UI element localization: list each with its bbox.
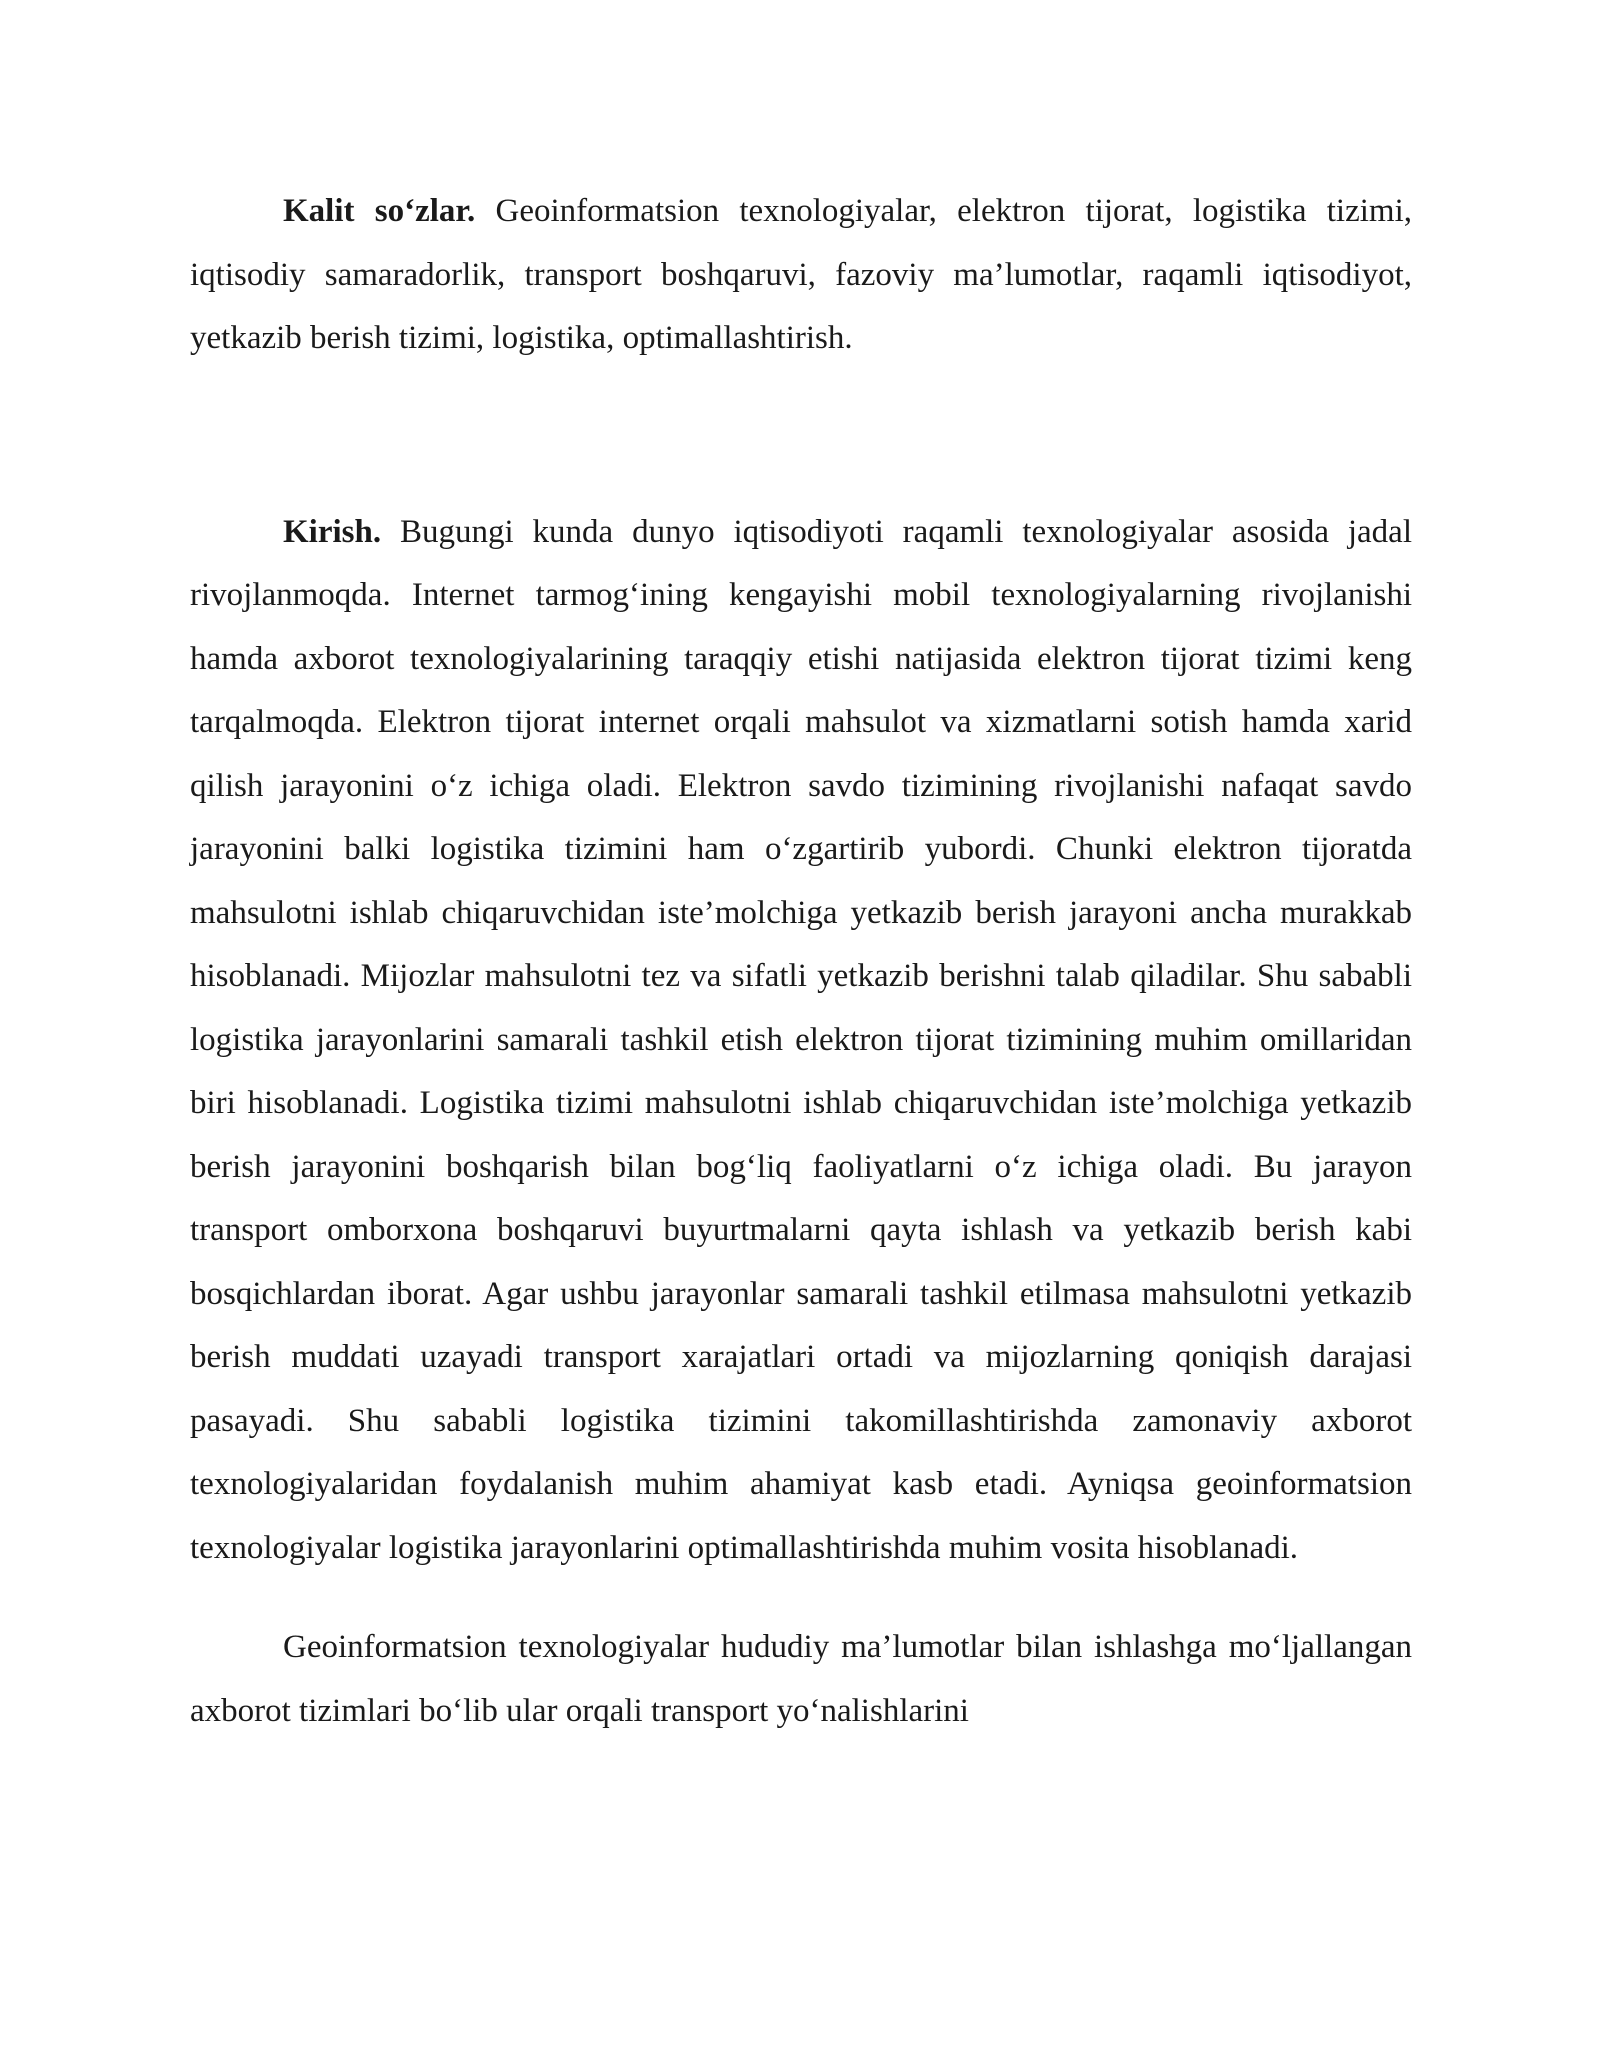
geo-text: Geoinformatsion texnologiyalar hududiy ma’lumotlar bilan ishlashga mo‘ljallangan axborot tizimlari bo‘lib ular orqali transport yo‘nalishlarini <box>190 1629 1412 1729</box>
intro-text: Bugungi kunda dunyo iqtisodiyoti raqamli texnologiyalar asosida jadal rivojlanmoqda. Internet tarmog‘ining kengayishi mobil texnologiyalarning rivojlanishi hamda axborot texnologiyalarining taraqqiy etishi natijasida elektron tijorat tizimi keng tarqalmoqda. Elektron tijorat internet orqali mahsulot va xizmatlarni sotish hamda xarid qilish jarayonini o‘z ichiga oladi. Elektron savdo tizimining rivojlanishi nafaqat savdo jarayonini balki logistika tizimini ham o‘zgartirib yubordi. Chunki elektron tijoratda mahsulotni ishlab chiqaruvchidan iste’molchiga yetkazib berish jarayoni ancha murakkab hisoblanadi. Mijozlar mahsulotni tez va sifatli yetkazib berishni talab qiladilar. Shu sababli logistika jarayonlarini samarali tashkil etish elektron tijorat tizimining muhim omillaridan biri hisoblanadi. Logistika tizimi mahsulotni ishlab chiqaruvchidan iste’molchiga yetkazib berish jarayonini boshqarish bilan bog‘liq faoliyatlarni o‘z ichiga oladi. Bu jarayon transport omborxona boshqaruvi buyurtmalarni qayta ishlash va yetkazib berish kabi bosqichlardan iborat. Agar ushbu jarayonlar samarali tashkil etilmasa mahsulotni yetkazib berish muddati uzayadi transport xarajatlari ortadi va mijozlarning qoniqish darajasi pasayadi. Shu sababli logistika tizimini takomillashtirishda zamonaviy axborot texnologiyalaridan foydalanish muhim ahamiyat kasb etadi. Ayniqsa geoinformatsion texnologiyalar logistika jarayonlarini optimallashtirishda muhim vosita hisoblanadi. <box>190 513 1412 1566</box>
keywords-heading: Kalit so‘zlar. <box>283 193 476 229</box>
intro-paragraph <box>190 501 1412 1581</box>
keywords-paragraph <box>190 180 1412 371</box>
geo-paragraph <box>190 1616 1412 1743</box>
intro-heading: Kirish. <box>283 513 382 550</box>
keywords-text: Geoinformatsion texnologiyalar, elektron tijorat, logistika tizimi, iqtisodiy samaradorlik, transport boshqaruvi, fazoviy ma’lumotlar, raqamli iqtisodiyot, yetkazib berish tizimi, logistika, optimallashtirish. <box>190 193 1412 356</box>
document-body <box>190 180 1412 1743</box>
